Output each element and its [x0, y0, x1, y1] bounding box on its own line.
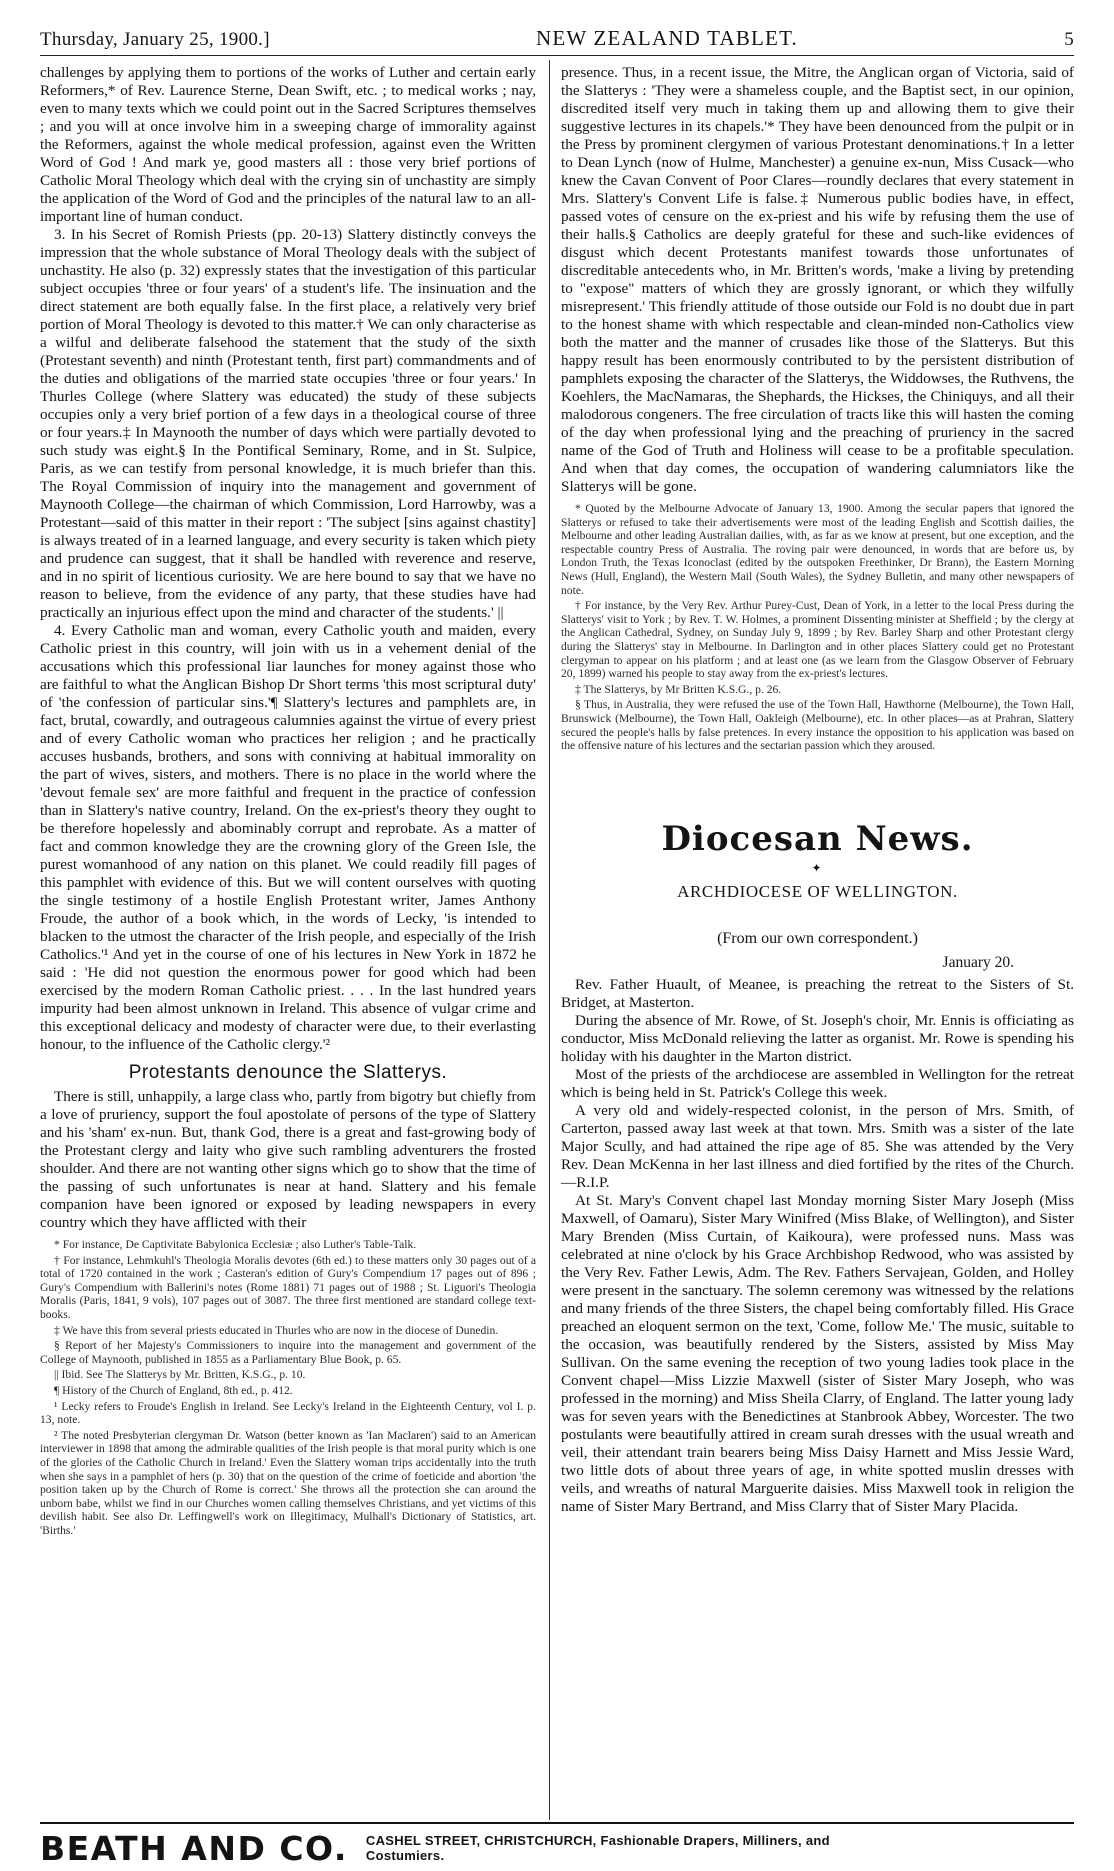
footnote: * Quoted by the Melbourne Advocate of January 13, 1900. Among the secular papers that ignored the Slatterys or refused to take their advertisements were most of the leading English and Scottish dailies, the Melbourne and other leading Australian dailies, with, as far as we know at present, but one exception, and the respectable country Press of Australia. The roving pair were denounced, in words that are before us, by London Truth, the Texas Iconoclast (edited by the outspoken Freethinker, Dr Brann), the Eastern Morning News (Hull, England), the Western Mail (South Wales), the Sydney Bulletin, and many other newspapers of note. [561, 502, 1074, 597]
footnote: * For instance, De Captivitate Babylonica Ecclesiæ ; also Luther's Table-Talk. [54, 1238, 417, 1251]
advertisement [40, 1830, 1074, 1866]
left-column [40, 64, 536, 1539]
advert-line: CASHEL STREET, CHRISTCHURCH, Fashionable Drapers, Milliners, and [365, 1833, 830, 1848]
article-paragraph: There is still, unhappily, a large class who, partly from bigotry but chiefly from a love of pruriency, support the foul apostolate of persons of the type of Slattery and his 'sham' ex-nun. But, thank God, there is a great and fast-growing body of the Protestant clergy and laity who give such rambling adventurers the frosted shoulder. And there are not wanting other signs which go to show that the time of the passing of such unfortunates is near at hand. Slattery and his female companion have been ignored or exposed by leading newspapers in every country which they have afflicted with their [40, 1088, 536, 1231]
footnote: § Report of her Majesty's Commissioners to inquire into the management and government of the College of Maynooth, published in 1855 as a Parliamentary Blue Book, p. 65. [40, 1339, 536, 1366]
news-paragraph: Rev. Father Huault, of Meanee, is preaching the retreat to the Sisters of St. Bridget, at Masterton. [561, 975, 1074, 1011]
footnote: † For instance, by the Very Rev. Arthur Purey-Cust, Dean of York, in a letter to the local Press during the Slatterys' visit to York ; by Rev. T. W. Holmes, a prominent Dissenting minister at Sheffield ; by the clergy at the Anglican Cathedral, Sydney, on Sunday July 9, 1899 ; by Rev. Barley Sharp and other Protestant clergy during the Slatterys' stay in Melbourne. In Darlington and in other places Slattery could get no Protestant clergyman to appear on his platform ; and at least one (as we learn from the Glasgow Observer of February 20, 1899) warned his people to stay away from the ex-priest's lectures. [561, 599, 1074, 681]
news-paragraph: At St. Mary's Convent chapel last Monday morning Sister Mary Joseph (Miss Maxwell, of Oamaru), Sister Mary Winifred (Miss Blake, of Wellington), and Sister Mary Brenden (Miss Curtain, of Kaikoura), were professed nuns. Mass was celebrated at nine o'clock by his Grace Archbishop Redwood, who was assisted by the Very Rev. Father Lewis, Adm. The Rev. Fathers Servajean, Golden, and Holley were present in the sanctuary. The solemn ceremony was witnessed by the relations and many friends of the three Sisters, the chapel being comfortably filled. His Grace preached an eloquent sermon on the text, 'Come, follow Me.' The music, suitable to the occasion, was beautifully rendered by the Sisters, assisted by Miss May Sullivan. On the same evening the reception of two young ladies took place in the Convent chapel—Miss Lizzie Maxwell (sister of Sister Mary Joseph, who was professed in the morning) and Miss Sheila Clarry, of England. The latter young lady was for seven years with the Benedictines at Stanbrook Abbey, Worcester. The two postulants were beautifully attired in cream surah dresses with the usual wreath and veil, their attendant train bearers being Miss Daisy Harnett and Miss Jessie Ward, two little dots of about three years of age, in white spotted muslin dresses with veils, and wreaths of natural Marguerite daisies. Miss Maxwell took in religion the name of Sister Mary Bertrand, and Miss Clarry that of Sister Mary Placida. [561, 1191, 1074, 1515]
footnote: ² The noted Presbyterian clergyman Dr. Watson (better known as 'Ian Maclaren') said to an American interviewer in 1898 that among the admirable qualities of the Irish people is that moral purity which is one of the glories of the Catholic Church in Ireland.' Even the Slattery woman trips accidentally into the truth when she says in a pamphlet of hers (p. 30) that on the question of the crime of foeticide and abortion 'the position taken up by the Church of Rome is correct.' She throws all the protection she can around the unborn babe, whilst we find in our Churches women calling themselves Christians, and yet victims of this devilish habit. See also Dr. Leffingwell's work on Illegitimacy, Mulhall's Dictionary of Statistics, art. 'Births.' [40, 1428, 536, 1537]
masthead [40, 26, 1074, 52]
column-rule [549, 60, 550, 1820]
diocesan-news-heading: Diocesan News. [661, 818, 974, 859]
issue-date: Thursday, January 25, 1900.] [40, 29, 270, 50]
advert-brand: BEATH AND CO. [40, 1828, 348, 1868]
footnote: ¹ Lecky refers to Froude's English in Ireland. See Lecky's Ireland in the Eighteenth Century, vol I. p. 13, note. [40, 1399, 536, 1427]
article-paragraph: 4. Every Catholic man and woman, every Catholic youth and maiden, every Catholic priest in this country, will join with us in a vehement denial of the accusations which this professional liar launches for money against those who are faithful to what the Anglican Bishop Dr Short terms 'this most scriptural duty' of 'the confession of particular sins.'¶ Slattery's lectures and pamphlets are, in fact, brutal, cowardly, and outrageous calumnies against the virtue of every priest and of every Catholic woman who practices her religion ; and he practically accuses husbands, brothers, and sons with conniving at habitual immorality on the part of wives, sisters, and mothers. There is no place in the world where the 'devout female sex' are more faithful and frequent in the practice of confession than in Slattery's native country, Ireland. On the ex-priest's theory they ought to be therefore hopelessly and abominably corrupt and reprobate. As a matter of fact and common knowledge they are the crowning glory of the Green Isle, the purest womanhood of any nation on this planet. We could readily fill pages of this pamphlet with evidence of this. But we will content ourselves with quoting the single testimony of a hostile English Protestant writer, James Anthony Froude, the author of a book which, in the words of Lecky, 'is intended to blacken to the utmost the character of the Irish people, and especially of the Irish Catholics.'¹ And yet in the course of one of his lectures in New York in 1872 he said : 'He did not question the enormous power for good which had been exercised by the modern Roman Catholic priest. . . . In the last hundred years impurity had been almost unknown in Ireland. This absence of vulgar crime and this exceptional delicacy and modesty of character were due, to their everlasting honour, to the influence of the Catholic clergy.'² [40, 622, 536, 1053]
advert-details [366, 1833, 830, 1863]
footnote: ¶ History of the Church of England, 8th ed., p. 412. [54, 1383, 293, 1397]
footnote: || Ibid. See The Slatterys by Mr. Britten, K.S.G., p. 10. [54, 1368, 306, 1382]
footnote: ‡ We have this from several priests educated in Thurles who are now in the diocese of Dunedin. [54, 1323, 499, 1337]
page-number: 5 [1064, 29, 1074, 50]
footnotes [40, 1238, 536, 1537]
article-paragraph: challenges by applying them to portions of the works of Luther and certain early Reformers,* of Rev. Laurence Sterne, Dean Swift, etc. ; to medical works ; nay, even to many texts which we could point out in the Sacred Scriptures themselves ; and you will at once involve him in a sweeping charge of immorality against the Reformers, against the whole medical profession, against even the Written Word of God ! And mark ye, good masters all : those very brief portions of Catholic Moral Theology which deal with the crying sin of unchastity are simply the application of the Word of God and the principles of the natural law to an all-important line of human conduct. [40, 64, 536, 225]
right-column [561, 64, 1074, 1516]
section-subheading: Protestants denounce the Slatterys. [128, 1062, 448, 1083]
article-paragraph: 3. In his Secret of Romish Priests (pp. 20-13) Slattery distinctly conveys the impression that the whole substance of Moral Theology deals with the subject of unchastity. He also (p. 32) expressly states that the investigation of this particular subject occupies 'three or four years' of a student's life. The insinuation and the direct statement are both equally false. In the first place, a relatively very brief portion of Moral Theology is devoted to this matter.† We can only characterise as a wilful and deliberate falsehood the statement that the study of the sixth (Protestant seventh) and ninth (Protestant tenth, first part) commandments and of the duties and obligations of the married state occupies 'three or four years.' In Thurles College (where Slattery was educated) the study of these subjects occupies only a very brief portion of a few days in a theological course of three or four years.‡ In Maynooth the number of days which were partially devoted to such study was eight.§ In the Pontifical Seminary, Rome, and in St. Sulpice, Paris, as we can testify from personal knowledge, it is much briefer than this. The Royal Commission of inquiry into the management and government of Maynooth College—the chairman of which Commission, Lord Harrowby, was a Protestant—said of this matter in their report : 'The subject [sins against chastity] is always treated of in a learned language, and every security is taken which piety and prudence can suggest, that it shall be handled with reverence and reserve, and in no spirit of licentious curiosity. We are here bound to say that we have no reason to believe, from the evidence of any party, that these studies have had practically an injurious effect upon the mind and character of the students.' || [40, 226, 536, 621]
footnotes [561, 502, 1074, 753]
correspondent-line: (From our own correspondent.) [717, 929, 918, 947]
footnote: § Thus, in Australia, they were refused the use of the Town Hall, Hawthorne (Melbourne), the Town Hall, Brunswick (Melbourne), the Town Hall, Oakleigh (Melbourne), etc. In other places—as at Prahran, Slattery secured the people's halls by false pretences. In every instance the opposition to his application was based on the offensive nature of his lectures and the sectarian passion which they aroused. [561, 698, 1074, 753]
advert-line: Costumiers. [365, 1848, 445, 1863]
paper-title: NEW ZEALAND TABLET. [536, 26, 799, 50]
news-paragraph: A very old and widely-respected colonist, in the person of Mrs. Smith, of Carterton, passed away last week at that town. Mrs. Smith was a sister of the late Major Scully, and had attained the ripe age of 85. She was attended by the Very Rev. Dean McKenna in her last illness and died fortified by the rites of the Church.—R.I.P. [561, 1101, 1074, 1191]
footnote: † For instance, Lehmkuhl's Theologia Moralis devotes (6th ed.) to these matters only 30 pages out of a total of 1720 contained in the work ; Casteran's edition of Gury's Compendium 17 pages out of 896 ; Gury's Compendium with Ballerini's notes (Rome 1881) 71 pages out of 1988 ; St. Liguori's Theologia Moralis (Paris, 1841, 9 vols), 107 pages out of 3087. The three first mentioned are standard college text-books. [40, 1253, 536, 1321]
article-paragraph: presence. Thus, in a recent issue, the Mitre, the Anglican organ of Victoria, said of the Slatterys : 'They were a shameless couple, and the Baptist sect, in our opinion, discredited itself very much in taking them up and allowing them to give their suggestive lectures in its chapels.'* They have been denounced from the pulpit or in the Press by prominent clergymen of various Protestant denominations.† In a letter to Dean Lynch (now of Hulme, Manchester) a genuine ex-nun, Miss Cusack—who knew the Cavan Convent of Poor Clares—roundly declares that every statement in Mrs. Slattery's Convent Life is false.‡ Numerous public bodies have, in effect, passed votes of censure on the ex-priest and his wife by refusing them the use of their halls.§ Catholics are deeply grateful for these and such-like evidences of disgust which decent Protestants manifest towards those unfortunates of discreditable antecedents who, in Mr. Britten's words, 'make a living by pretending to "expose" matters of which they are grossly ignorant, or which they wilfully misrepresent.' This friendly attitude of those outside our Fold is no doubt due in part to the honest shame with which respectable and clean-minded non-Catholics view both the matter and the manner of crusades like those of the Slatterys. But this happy result has been enormously contributed to by the persistent distribution of pamphlets exposing the character of the Slatterys, the Widdowses, the Ruthvens, the Koehlers, the MacNamaras, the Shephards, the Hickses, the Chiniquys, and all their malodorous congeners. The free circulation of tracts like this will hasten the coming of the day when professional lying and the preaching of pruriency in the sacred name of the God of Truth and Holiness will cease to be a profitable speculation. And when that day comes, the occupation of wandering calumniators like the Slatterys will be gone. [561, 64, 1074, 495]
news-paragraph: Most of the priests of the archdiocese are assembled in Wellington for the retreat which is being held in St. Patrick's College this week. [561, 1065, 1074, 1101]
dateline: January 20. [942, 953, 1014, 971]
advert-rule [40, 1822, 1074, 1824]
footnote: ‡ The Slatterys, by Mr Britten K.S.G., p. 26. [575, 682, 782, 696]
header-rule [40, 55, 1074, 56]
archdiocese-heading: ARCHDIOCESE OF WELLINGTON. [677, 881, 958, 901]
news-paragraph: During the absence of Mr. Rowe, of St. Joseph's choir, Mr. Ennis is officiating as conductor, Miss McDonald relieving the latter as organist. Mr. Rowe is spending his holiday with his daughter in the Marton district. [561, 1011, 1074, 1065]
ornament-icon: ✦ [811, 860, 824, 875]
